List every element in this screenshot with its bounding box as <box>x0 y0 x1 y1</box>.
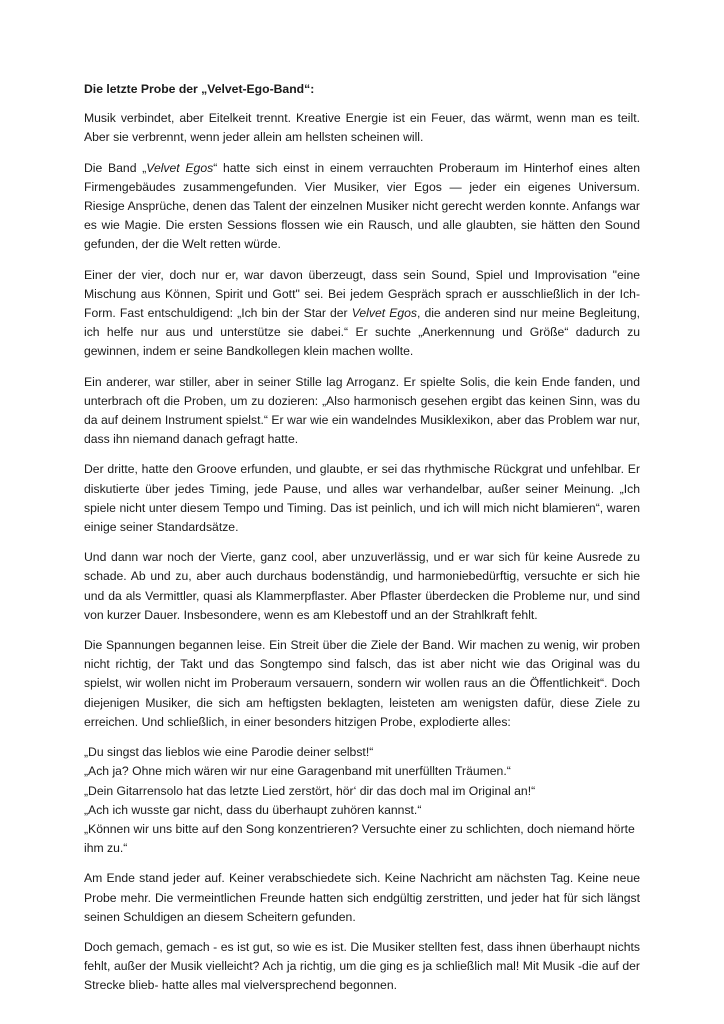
paragraph-tensions: Die Spannungen begannen leise. Ein Streit über die Ziele der Band. Wir machen zu wenig, wir proben nicht richtig, der Takt und das Songtempo sind falsch, das ist aber nicht wie das Original was du spielst, wir wollen nicht im Proberaum versauern, sondern wir wollen raus an die Öffentlichkeit“. Doch diejenigen Musiker, die sich am heftigsten beklagten, leisteten am wenigsten dafür, diese Ziele zu erreichen. Und schließlich, in einer besonders hitzigen Probe, explodierte alles: <box>84 638 640 729</box>
dialogue-line: „Ach ich wusste gar nicht, dass du überhaupt zuhören kannst.“ <box>84 802 422 817</box>
dialogue-block <box>84 743 640 858</box>
band-name: Velvet Egos <box>351 306 417 321</box>
band-name: Velvet Egos <box>146 160 214 175</box>
paragraph-ending: Am Ende stand jeder auf. Keiner verabschiedete sich. Keine Nachricht am nächsten Tag. Keine neue Probe mehr. Die vermeintlichen Freunde hatten sich endgültig zerstritten, und jeder hat für sich längst seinen Schuldigen an diesem Scheitern gefunden. <box>84 871 640 924</box>
paragraph-conclusion: Doch gemach, gemach - es ist gut, so wie es ist. Die Musiker stellten fest, dass ihnen überhaupt nichts fehlt, außer der Musik vielleicht? Ach ja richtig, um die ging es ja schließlich mal! Mit Musik -die auf der Strecke blieb- hatte alles mal vielversprechend begonnen. <box>84 939 640 993</box>
text-segment: , die anderen sind nur meine Begleitung, ich helfe nur aus und unterstütze sie dabei.“ Er suchte „Anerkennung und Größe“ dadurch zu gewinnen, indem er seine Bandkollegen klein machen wollte. <box>84 306 640 359</box>
text-segment: Einer der vier, doch nur er, war davon überzeugt, dass sein Sound, Spiel und Improvisation "eine Mischung aus Können, Spirit und Gott" sei. Bei jedem Gespräch sprach er ausschließlich in der Ich-Form. Fast entschuldigend: „Ich bin der Star der <box>84 267 640 321</box>
dialogue-line: „Du singst das lieblos wie eine Parodie deiner selbst!“ <box>84 745 374 760</box>
dialogue-line: „Ach ja? Ohne mich wären wir nur eine Garagenband mit unerfüllten Träumen.“ <box>84 764 511 779</box>
dialogue-line: „Dein Gitarrensolo hat das letzte Lied zerstört, hör‘ dir das doch mal im Original an!“ <box>84 783 536 798</box>
document-title: Die letzte Probe der „Velvet-Ego-Band“: <box>84 82 315 96</box>
paragraph-band-origin <box>84 159 640 255</box>
document-page <box>84 80 640 1007</box>
intro-paragraph: Musik verbindet, aber Eitelkeit trennt. Kreative Energie ist ein Feuer, das wärmt, wenn man es teilt. Aber sie verbrennt, wenn jeder allein am hellsten scheinen will. <box>84 111 640 145</box>
paragraph-second-musician: Ein anderer, war stiller, aber in seiner Stille lag Arroganz. Er spielte Solis, die kein Ende fanden, und unterbrach oft die Proben, um zu dozieren: „Also harmonisch gesehen ergibt das keinen Sinn, was du da auf deinem Instrument spielst.“ Er war wie ein wandelndes Musiklexikon, aber das Problem war nur, dass ihn niemand danach gefragt hatte. <box>84 374 640 447</box>
dialogue-line: „Können wir uns bitte auf den Song konzentrieren? Versuchte einer zu schlichten, doch niemand hörte ihm zu.“ <box>84 821 635 856</box>
text-segment: “ hatte sich einst in einem verrauchten Proberaum im Hinterhof eines alten Firmengebäudes zusammengefunden. Vier Musiker, vier Egos — jeder ein eigenes Universum. Riesige Ansprüche, denen das Talent der einzelnen Musiker nicht gerecht werden konnte. Anfangs war es wie Magie. Die ersten Sessions flossen wie ein Rausch, und alle glaubten, sie hätten den Sound gefunden, der die Welt retten würde. <box>84 160 640 252</box>
paragraph-fourth-musician: Und dann war noch der Vierte, ganz cool, aber unzuverlässig, und er war sich für keine Ausrede zu schade. Ab und zu, aber auch durchaus bodenständig, und harmoniebedürftig, versuchte er sich hie und da als Vermittler, quasi als Klammerpflaster. Aber Pflaster überdecken die Probleme nur, und sind von kurzer Dauer. Insbesondere, wenn es am Klebestoff und an der Strahlkraft fehlt. <box>84 550 640 622</box>
paragraph-third-musician: Der dritte, hatte den Groove erfunden, und glaubte, er sei das rhythmische Rückgrat und unfehlbar. Er diskutierte über jedes Timing, jede Pause, und alles war verhandelbar, außer seiner Meinung. „Ich spiele nicht unter diesem Tempo und Timing. Das ist peinlich, und ich will mich nicht blamieren“, waren einige seiner Standardsätze. <box>84 462 640 535</box>
text-segment: Die Band „ <box>84 160 147 175</box>
paragraph-first-musician <box>84 266 640 362</box>
